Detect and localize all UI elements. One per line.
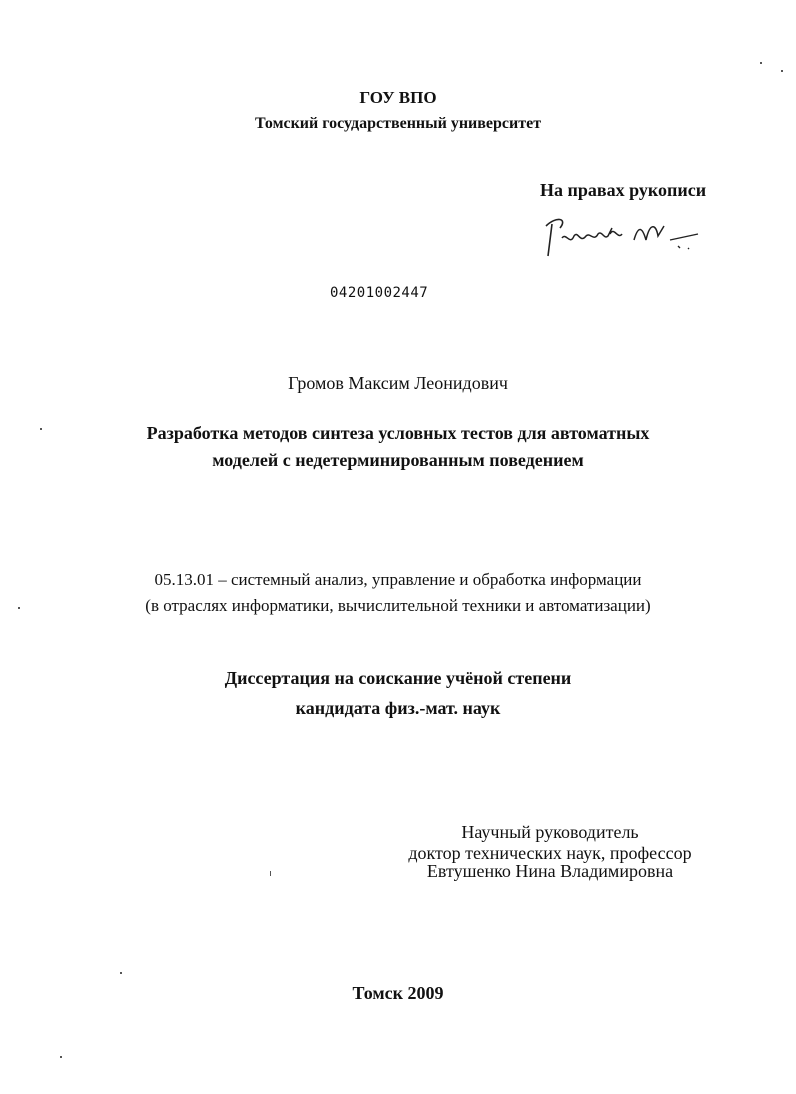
scan-speck xyxy=(270,871,271,876)
author-name: Громов Максим Леонидович xyxy=(288,373,508,393)
advisor-role: Научный руководитель xyxy=(461,822,639,842)
rights-note: На правах рукописи xyxy=(540,180,707,200)
scan-speck xyxy=(60,1056,62,1058)
scan-speck xyxy=(18,607,20,609)
advisor-name: Евтушенко Нина Владимировна xyxy=(426,861,674,881)
scan-speck xyxy=(120,972,122,974)
scan-speck xyxy=(40,428,42,430)
scan-speck xyxy=(760,62,762,64)
scan-speck xyxy=(781,70,783,72)
degree-statement-line2: кандидата физ.-мат. наук xyxy=(295,698,501,718)
dissertation-title-line2: моделей с недетерминированным поведением xyxy=(212,450,584,470)
degree-statement-line1: Диссертация на соискание учёной степени xyxy=(224,668,572,688)
specialty-line2: (в отраслях информатики, вычислительной техники и автоматизации) xyxy=(145,596,651,615)
advisor-degree: доктор технических наук, профессор xyxy=(408,843,692,863)
dissertation-title-line1: Разработка методов синтеза условных тестов для автоматных xyxy=(146,423,650,443)
signature-icon xyxy=(538,206,708,266)
registration-number: 04201002447 xyxy=(330,285,429,301)
specialty-line1: 05.13.01 – системный анализ, управление и обработка информации xyxy=(154,570,642,589)
city-year: Томск 2009 xyxy=(352,983,444,1003)
university-name: Томский государственный университет xyxy=(254,115,542,132)
organization-header: ГОУ ВПО xyxy=(359,88,437,107)
